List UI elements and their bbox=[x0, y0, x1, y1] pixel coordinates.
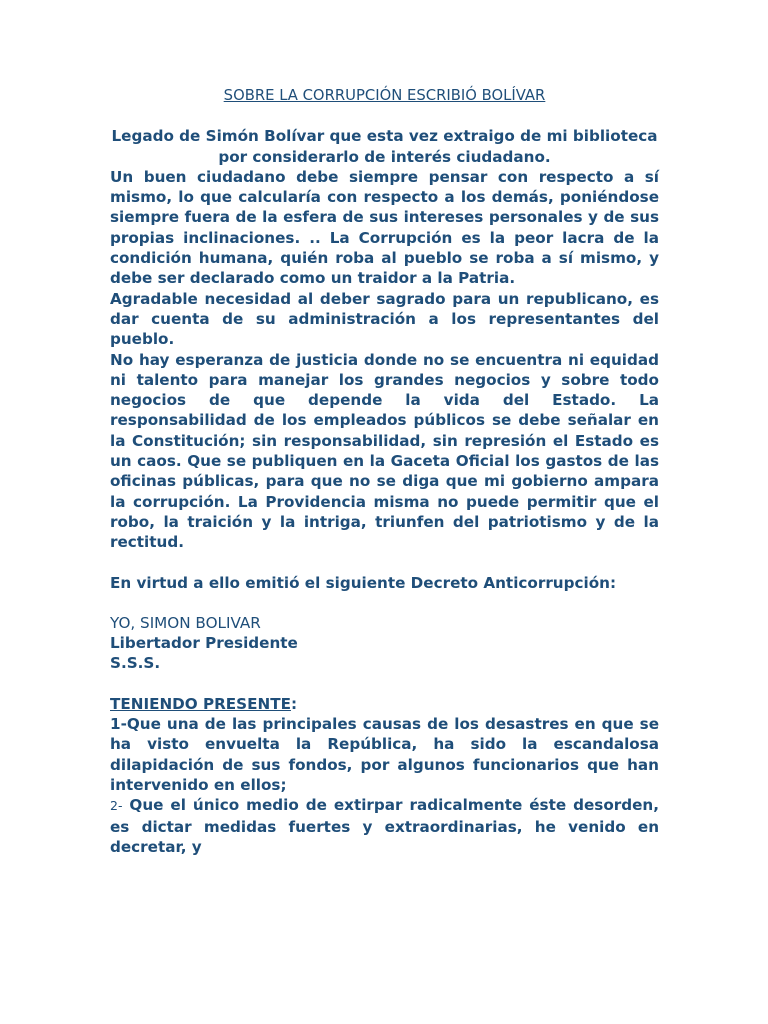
considering-colon: : bbox=[290, 694, 298, 713]
signature-name: YO, SIMON BOLIVAR bbox=[110, 613, 261, 632]
paragraph-citizen: Un buen ciudadano debe siempre pensar con respecto a sí mismo, lo que calcularía con respecto a los demás, poniéndose siempre fuera de la esfera de sus intereses personales y de sus propias inclinaciones. .. La Corrupción es la peor lacra de la condición humana, quién roba al pueblo se roba a sí mismo, y debe ser declarado como un traidor a la Patria. bbox=[110, 167, 659, 288]
document-page bbox=[110, 86, 659, 857]
document-title: SOBRE LA CORRUPCIÓN ESCRIBIÓ BOLÍVAR bbox=[223, 87, 546, 104]
paragraph-justice: No hay esperanza de justicia donde no se encuentra ni equidad ni talento para manejar los grandes negocios y sobre todo negocios de que depende la vida del Estado. La responsabilidad de los empleados públicos se debe señalar en la Constitución; sin responsabilidad, sin represión el Estado es un caos. Que se publiquen en la Gaceta Oficial los gastos de las oficinas públicas, para que no se diga que mi gobierno ampara la corrupción. La Providencia misma no puede permitir que el robo, la traición y la intriga, triunfen del patriotismo y de la rectitud. bbox=[110, 350, 659, 552]
signature-role: Libertador Presidente bbox=[110, 634, 298, 653]
spacer bbox=[110, 593, 659, 613]
signature-sss: S.S.S. bbox=[110, 654, 161, 673]
considering-heading-line bbox=[110, 694, 659, 714]
spacer bbox=[110, 553, 659, 573]
spacer bbox=[110, 674, 659, 694]
intro-paragraph: Legado de Simón Bolívar que esta vez extraigo de mi biblioteca por considerarlo de interés ciudadano. bbox=[111, 127, 658, 166]
considering-heading: TENIENDO PRESENTE bbox=[110, 694, 291, 713]
considering-item-2-number: 2- bbox=[110, 798, 123, 814]
decree-intro: En virtud a ello emitió el siguiente Decreto Anticorrupción: bbox=[110, 573, 617, 592]
considering-item-2-text: Que el único medio de extirpar radicalmente éste desorden, es dictar medidas fuertes y extraordinarias, he venido en decretar, y bbox=[110, 796, 659, 856]
paragraph-necessity: Agradable necesidad al deber sagrado para un republicano, es dar cuenta de su administración a los representantes del pueblo. bbox=[110, 289, 659, 349]
considering-item-1: 1-Que una de las principales causas de los desastres en que se ha visto envuelta la República, ha sido la escandalosa dilapidación de sus fondos, por algunos funcionarios que han intervenido en ellos; bbox=[110, 715, 659, 794]
considering-item-2 bbox=[110, 795, 659, 857]
